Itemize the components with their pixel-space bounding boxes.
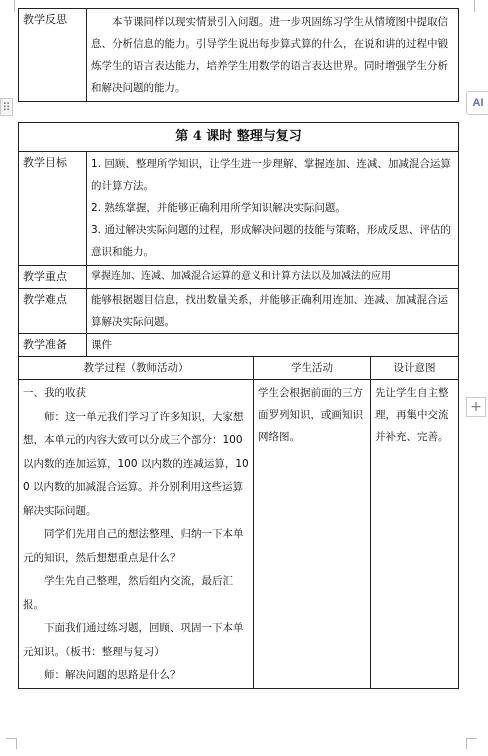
design-intent-header: 设计意图: [371, 357, 459, 380]
reflection-table: [18, 8, 459, 102]
process-paragraph: 师：这一单元我们学习了许多知识，大家想想，本单元的内容大致可以分成三个部分：100 以内数的连加运算，100 以内数的连减运算，100 以内数的加减混合运算。并分别利用这些运算解决实际问题。: [23, 410, 249, 517]
student-activity-cell: 学生会根据前面的三方面罗列知识，或画知识网络图。: [254, 380, 371, 689]
process-paragraph: 学生先自己整理，然后组内交流，最后汇报。: [23, 575, 233, 611]
reflection-label: 教学反思: [19, 9, 87, 102]
page-corner-mark: [466, 738, 477, 749]
preparation-row: [19, 334, 459, 357]
preparation-text: 课件: [87, 334, 459, 357]
ai-assistant-button[interactable]: AI: [466, 91, 488, 115]
goal-item: 3. 通过解决实际问题的过程，形成解决问题的技能与策略，形成反思、评估的意识和能力。: [91, 224, 451, 258]
goal-item: 1. 回顾、整理所学知识，让学生进一步理解、掌握连加、连减、加减混合运算的计算方法。: [91, 158, 451, 192]
difficult-points-text: 能够根据题目信息，找出数量关系，并能够正确利用连加、连减、加减混合运算解决实际问题。: [87, 289, 459, 334]
difficult-points-row: [19, 289, 459, 334]
student-activity-header: 学生活动: [254, 357, 371, 380]
goals-cell: [87, 152, 459, 266]
key-points-label: 教学重点: [19, 266, 87, 289]
page-corner-mark: [462, 0, 475, 12]
reflection-row: [19, 9, 459, 102]
lesson-title: 第 4 课时 整理与复习: [19, 123, 459, 152]
lesson-table: [18, 122, 459, 689]
goals-label: 教学目标: [19, 152, 87, 266]
process-paragraph: 同学们先用自己的想法整理、归纳一下本单元的知识，然后想想重点是什么？: [23, 528, 244, 564]
reflection-text: 本节课同样以现实情景引入问题。进一步巩固练习学生从情境图中提取信息、分析信息的能力。引导学生说出每步算式算的什么，在说和讲的过程中锻炼学生的语言表达能力，培养学生用数学的语言表达世界。同时增强学生分析和解决问题的能力。: [87, 9, 459, 102]
lesson-title-row: [19, 123, 459, 152]
process-paragraph: 下面我们通过练习题，回顾、巩固一下本单元知识。（板书：整理与复习）: [23, 622, 244, 658]
process-body-row: [19, 380, 459, 689]
process-header-row: [19, 357, 459, 380]
preparation-label: 教学准备: [19, 334, 87, 357]
key-points-text: 掌握连加、连减、加减混合运算的意义和计算方法以及加减法的应用: [87, 266, 459, 289]
goals-row: [19, 152, 459, 266]
process-cell: [19, 380, 254, 689]
difficult-points-label: 教学难点: [19, 289, 87, 334]
design-intent-cell: 先让学生自主整理，再集中交流并补充、完善。: [371, 380, 459, 689]
drag-handle-icon[interactable]: ⠿: [0, 98, 13, 116]
process-paragraph: 师：解决问题的思路是什么？: [44, 669, 181, 681]
process-heading: 一、我的收获: [23, 387, 86, 399]
key-points-row: [19, 266, 459, 289]
process-header: 教学过程（教师活动）: [19, 357, 254, 380]
goal-item: 2. 熟练掌握，并能够正确利用所学知识解决实际问题。: [91, 202, 346, 214]
page-corner-mark: [6, 738, 17, 749]
add-row-button[interactable]: +: [466, 397, 486, 417]
